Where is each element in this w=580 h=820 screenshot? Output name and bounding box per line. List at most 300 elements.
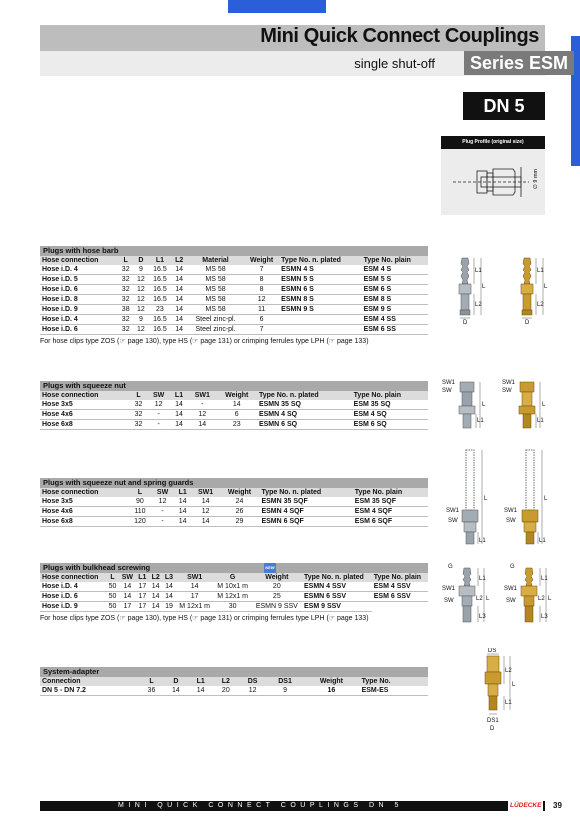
col-header: L1: [188, 677, 213, 686]
col-header: SW1: [192, 488, 220, 497]
table-cell: 16.5: [149, 265, 172, 275]
col-header: Type No. plain: [372, 573, 428, 582]
table-cell: Hose i.D. 4: [40, 582, 106, 592]
table-cell: 9: [133, 265, 148, 275]
table-cell: ESMN 4 SSV: [302, 582, 372, 592]
table-cell: 16.5: [149, 285, 172, 295]
table-cell: 25: [252, 592, 302, 602]
table-cell: ESM 6 SQF: [353, 517, 428, 527]
table-cell: ESM 4 SQF: [353, 507, 428, 517]
table-cell: Hose i.D. 6: [40, 592, 106, 602]
table-cell: Hose i.D. 4: [40, 315, 118, 325]
table-cell: 14: [188, 420, 216, 430]
table-cell: ESMN 9 S: [279, 305, 361, 315]
table-row: [40, 285, 428, 295]
spec-table: [40, 391, 428, 430]
col-header: Hose connection: [40, 391, 130, 400]
dim-label: L: [482, 402, 486, 408]
table-cell: 14: [174, 497, 192, 507]
dim-label: L: [542, 402, 546, 408]
dim-label: SW: [442, 388, 452, 394]
dim-label: SW1: [442, 586, 456, 592]
table-row: [40, 517, 428, 527]
table-cell: 14: [162, 592, 175, 602]
table-note: For hose clips type ZOS (☞ page 130), type HS (☞ page 131) or crimping ferrules type LPH (☞ page 133): [40, 338, 369, 345]
table-cell: ESMN 4 S: [279, 265, 361, 275]
table-cell: 14: [164, 686, 188, 696]
table-row: [40, 592, 428, 602]
table-cell: ESM 6 SQ: [352, 420, 428, 430]
col-header: Weight: [217, 391, 257, 400]
col-header: Weight: [220, 488, 260, 497]
col-header: L3: [162, 573, 175, 582]
table-cell: ESM-ES: [360, 686, 428, 696]
table-cell: 8: [244, 285, 279, 295]
dim-label: DS1: [487, 718, 499, 724]
dim-label: L: [544, 284, 548, 290]
table-cell: ESM 4 SQ: [352, 410, 428, 420]
table-cell: 14: [171, 265, 187, 275]
table-title-text: Plugs with bulkhead screwing: [43, 563, 151, 572]
table-spring-guards: [40, 478, 428, 527]
table-cell: 110: [128, 507, 151, 517]
col-header: Type No. n. plated: [302, 573, 372, 582]
col-header: Type No. n. plated: [257, 391, 352, 400]
dim-label: L1: [541, 576, 548, 582]
table-row: [40, 602, 428, 612]
table-cell: 12: [238, 686, 266, 696]
col-header: Type No. plain: [362, 256, 428, 265]
col-header: SW1: [176, 573, 214, 582]
table-cell: 14: [149, 582, 162, 592]
table-cell: 36: [139, 686, 163, 696]
table-cell: ESM 6 S: [362, 285, 428, 295]
table-cell: Hose i.D. 9: [40, 305, 118, 315]
dim-label: L1: [477, 418, 484, 424]
page-title: Mini Quick Connect Couplings: [260, 25, 539, 47]
col-header: SW: [119, 573, 136, 582]
dim-label: L: [482, 284, 486, 290]
dim-label: L1: [475, 268, 482, 274]
table-cell: ESMN 5 S: [279, 275, 361, 285]
table-cell: 14: [170, 410, 188, 420]
table-row: [40, 507, 428, 517]
table-cell: Hose 6x8: [40, 420, 130, 430]
table-cell: ESMN 35 SQF: [259, 497, 352, 507]
table-cell: 29: [220, 517, 260, 527]
dim-label: L2: [475, 302, 482, 308]
table-cell: -: [151, 517, 173, 527]
table-row: [40, 265, 428, 275]
table-row: [40, 305, 428, 315]
table-cell: 50: [106, 602, 119, 612]
table-cell: 32: [118, 315, 133, 325]
table-row: [40, 582, 428, 592]
table-cell: 6: [244, 315, 279, 325]
spec-table: [40, 677, 428, 696]
col-header: L: [130, 391, 148, 400]
dim-label: D: [490, 726, 495, 732]
table-row: [40, 400, 428, 410]
table-title: Plugs with hose barb: [40, 246, 428, 256]
table-cell: ESMN 4 SQ: [257, 410, 352, 420]
col-header: Weight: [303, 677, 359, 686]
table-cell: 32: [130, 410, 148, 420]
dim-label: G: [510, 564, 515, 570]
table-cell: 16.5: [149, 315, 172, 325]
table-cell: 32: [118, 295, 133, 305]
table-cell: 14: [171, 275, 187, 285]
col-header: L1: [170, 391, 188, 400]
table-cell: 14: [170, 400, 188, 410]
table-cell: 19: [162, 602, 175, 612]
table-cell: Steel zinc-pl.: [187, 325, 244, 335]
series-label: Series ESM: [464, 51, 574, 75]
table-cell: 14: [192, 517, 220, 527]
table-row: [40, 295, 428, 305]
table-cell: 14: [174, 507, 192, 517]
table-cell: MS 58: [187, 285, 244, 295]
dim-label: L1: [479, 576, 486, 582]
table-cell: 14: [119, 582, 136, 592]
col-header: D: [133, 256, 148, 265]
table-row: [40, 275, 428, 285]
table-cell: 50: [106, 592, 119, 602]
dim-label: L: [484, 496, 488, 502]
table-cell: 32: [130, 400, 148, 410]
table-cell: 6: [217, 410, 257, 420]
page-number: 39: [553, 801, 562, 810]
squeeze-nut-illustrations: [440, 376, 550, 436]
table-cell: Hose i.D. 6: [40, 325, 118, 335]
table-cell: 17: [136, 602, 149, 612]
col-header: L: [139, 677, 163, 686]
table-cell: ESMN 6 SQF: [259, 517, 352, 527]
col-header: Material: [187, 256, 244, 265]
table-cell: 12: [133, 295, 148, 305]
table-cell: 90: [128, 497, 151, 507]
table-cell: ESMN 6 S: [279, 285, 361, 295]
table-cell: MS 58: [187, 305, 244, 315]
brass-adapter: [485, 656, 501, 710]
table-cell: DN 5 - DN 7.2: [40, 686, 139, 696]
table-row: [40, 686, 428, 696]
table-cell: 12: [133, 285, 148, 295]
col-header: DS: [238, 677, 266, 686]
table-cell: 16.5: [149, 325, 172, 335]
table-cell: 17: [176, 592, 214, 602]
table-cell: 14: [149, 592, 162, 602]
title-band: [40, 25, 545, 51]
table-cell: ESMN 4 SQF: [259, 507, 352, 517]
nickel-squeeze-plug: [459, 382, 475, 428]
dim-label: L1: [505, 700, 512, 706]
table-cell: 20: [252, 582, 302, 592]
table-cell: 38: [118, 305, 133, 315]
table-cell: [279, 325, 361, 335]
spec-table: [40, 488, 428, 527]
table-cell: Hose i.D. 6: [40, 285, 118, 295]
dim-label: L1: [479, 538, 486, 544]
table-cell: 14: [188, 686, 213, 696]
new-badge: NEW: [264, 563, 275, 573]
table-row: [40, 410, 428, 420]
table-cell: ESMN 8 S: [279, 295, 361, 305]
table-cell: 23: [149, 305, 172, 315]
table-cell: 9: [133, 315, 148, 325]
spec-table: [40, 256, 428, 335]
table-cell: 14: [174, 517, 192, 527]
col-header: SW1: [188, 391, 216, 400]
dim-label: L: [486, 596, 490, 602]
table-cell: M 12x1 m: [214, 592, 252, 602]
col-header: D: [164, 677, 188, 686]
col-header: Type No. plain: [353, 488, 428, 497]
table-cell: Hose 3x5: [40, 497, 128, 507]
table-bulkhead: [40, 563, 428, 622]
col-header: L2: [149, 573, 162, 582]
col-header: L: [106, 573, 119, 582]
brand-logo: LÜDECKE: [510, 802, 542, 809]
dim-label: SW: [506, 598, 516, 604]
table-cell: 14: [171, 305, 187, 315]
table-cell: 7: [244, 325, 279, 335]
table-cell: 50: [106, 582, 119, 592]
table-row: [40, 325, 428, 335]
dim-label: L2: [537, 302, 544, 308]
table-cell: Hose i.D. 8: [40, 295, 118, 305]
table-cell: Hose i.D. 4: [40, 265, 118, 275]
col-header: Type No. n. plated: [259, 488, 352, 497]
table-cell: ESM 9 SSV: [302, 602, 372, 612]
table-cell: Steel zinc-pl.: [187, 315, 244, 325]
col-header: L: [118, 256, 133, 265]
table-cell: M 12x1 m: [176, 602, 214, 612]
brass-squeeze-plug: [519, 382, 535, 428]
dim-label: SW: [502, 388, 512, 394]
table-cell: 24: [220, 497, 260, 507]
spec-table: [40, 573, 428, 612]
col-header: L1: [149, 256, 172, 265]
table-row: [40, 497, 428, 507]
table-hose-barb: [40, 246, 428, 345]
table-cell: 9: [267, 686, 303, 696]
table-cell: 16: [303, 686, 359, 696]
dim-label: SW: [448, 518, 458, 524]
table-title: Plugs with squeeze nut and spring guards: [40, 478, 428, 488]
table-cell: 12: [147, 400, 170, 410]
table-cell: -: [147, 410, 170, 420]
table-cell: 23: [217, 420, 257, 430]
table-cell: 14: [171, 285, 187, 295]
table-cell: ESM 6 SSV: [372, 592, 428, 602]
table-cell: ESMN 9 SSV: [252, 602, 302, 612]
table-cell: 12: [244, 295, 279, 305]
table-cell: Hose 4x6: [40, 410, 130, 420]
table-cell: 32: [118, 275, 133, 285]
table-title: [40, 563, 428, 573]
table-cell: 17: [119, 602, 136, 612]
table-cell: 16.5: [149, 275, 172, 285]
table-cell: 14: [217, 400, 257, 410]
table-cell: 14: [162, 582, 175, 592]
spring-guard-illustrations: [440, 446, 550, 550]
table-cell: 12: [133, 325, 148, 335]
dim-label: L3: [479, 614, 486, 620]
col-header: DS1: [267, 677, 303, 686]
table-cell: MS 58: [187, 275, 244, 285]
dim-label: G: [448, 564, 453, 570]
table-cell: 17: [136, 592, 149, 602]
col-header: L: [128, 488, 151, 497]
dn-badge: DN 5: [463, 92, 545, 120]
dim-label: L: [544, 496, 548, 502]
dim-label: D: [463, 320, 468, 324]
dim-label: SW1: [446, 508, 460, 514]
table-cell: 120: [128, 517, 151, 527]
table-cell: ESMN 6 SSV: [302, 592, 372, 602]
table-cell: Hose i.D. 5: [40, 275, 118, 285]
table-cell: 8: [244, 275, 279, 285]
table-title: Plugs with squeeze nut: [40, 381, 428, 391]
table-cell: 32: [118, 265, 133, 275]
profile-header: Plug Profile (original size): [441, 136, 545, 149]
table-cell: 12: [188, 410, 216, 420]
top-color-tab: [228, 0, 326, 13]
table-title: System-adapter: [40, 667, 428, 677]
table-cell: -: [188, 400, 216, 410]
col-header: Type No. plain: [352, 391, 428, 400]
dim-label: L1: [539, 538, 546, 544]
dim-label: SW1: [502, 380, 516, 386]
table-cell: 32: [130, 420, 148, 430]
col-header: L1: [174, 488, 192, 497]
nickel-spring-plug: [462, 450, 478, 544]
table-cell: Hose 4x6: [40, 507, 128, 517]
table-cell: 32: [118, 325, 133, 335]
hose-barb-drawing: [448, 254, 558, 324]
col-header: Weight: [252, 573, 302, 582]
dim-label: L2: [476, 596, 483, 602]
table-squeeze-nut: [40, 381, 428, 430]
table-cell: [279, 315, 361, 325]
bulkhead-illustrations: [440, 560, 560, 630]
squeeze-nut-drawing: [440, 376, 550, 436]
table-cell: -: [151, 507, 173, 517]
table-cell: ESMN 35 SQ: [257, 400, 352, 410]
dim-label: L1: [537, 418, 544, 424]
bulkhead-drawing: [440, 560, 560, 630]
dim-label: L1: [537, 268, 544, 274]
table-cell: ESM 4 S: [362, 265, 428, 275]
col-header: Hose connection: [40, 256, 118, 265]
table-cell: 16.5: [149, 295, 172, 305]
dim-label: SW: [506, 518, 516, 524]
table-cell: 14: [171, 295, 187, 305]
system-adapter-drawing: [470, 648, 530, 736]
table-cell: 26: [220, 507, 260, 517]
col-header: SW: [147, 391, 170, 400]
table-cell: 12: [192, 507, 220, 517]
col-header: Hose connection: [40, 573, 106, 582]
table-cell: 14: [119, 592, 136, 602]
table-cell: 12: [133, 275, 148, 285]
dim-label: L2: [505, 668, 512, 674]
dim-label: SW1: [442, 380, 456, 386]
col-header: Weight: [244, 256, 279, 265]
col-header: SW: [151, 488, 173, 497]
table-cell: 20: [213, 686, 238, 696]
table-system-adapter: [40, 667, 428, 696]
table-cell: 7: [244, 265, 279, 275]
dim-label: L3: [541, 614, 548, 620]
table-cell: ESM 9 S: [362, 305, 428, 315]
table-cell: M 10x1 m: [214, 582, 252, 592]
table-cell: 14: [176, 582, 214, 592]
table-cell: 14: [192, 497, 220, 507]
footer-text: MINI QUICK CONNECT COUPLINGS DN 5: [118, 802, 403, 809]
table-cell: -: [147, 420, 170, 430]
col-header: G: [214, 573, 252, 582]
profile-dimension: ∅ 9 mm: [533, 168, 539, 189]
table-cell: ESM 4 SSV: [372, 582, 428, 592]
table-cell: 30: [214, 602, 252, 612]
dim-label: L2: [538, 596, 545, 602]
spring-guard-drawing: [440, 446, 550, 550]
table-cell: 14: [170, 420, 188, 430]
dim-label: L: [548, 596, 552, 602]
table-cell: 32: [118, 285, 133, 295]
brass-bulkhead-plug: [521, 568, 537, 622]
table-cell: ESM 6 SS: [362, 325, 428, 335]
table-cell: Hose 3x5: [40, 400, 130, 410]
table-cell: 11: [244, 305, 279, 315]
dim-label: SW: [444, 598, 454, 604]
table-cell: Hose i.D. 9: [40, 602, 106, 612]
table-cell: 14: [171, 325, 187, 335]
table-cell: ESM 35 SQ: [352, 400, 428, 410]
col-header: Type No. n. plated: [279, 256, 361, 265]
dim-label: SW1: [504, 508, 518, 514]
table-cell: Hose 6x8: [40, 517, 128, 527]
table-cell: 12: [133, 305, 148, 315]
dim-label: DS: [488, 648, 497, 654]
col-header: Connection: [40, 677, 139, 686]
table-cell: 14: [149, 602, 162, 612]
table-cell: MS 58: [187, 265, 244, 275]
table-cell: ESM 8 S: [362, 295, 428, 305]
table-cell: 12: [151, 497, 173, 507]
dim-label: D: [525, 320, 530, 324]
plug-profile: [441, 149, 545, 215]
plug-profile-drawing: [441, 149, 545, 215]
dim-label: SW1: [504, 586, 518, 592]
table-cell: MS 58: [187, 295, 244, 305]
table-cell: 14: [171, 315, 187, 325]
table-cell: 17: [136, 582, 149, 592]
table-cell: ESM 35 SQF: [353, 497, 428, 507]
col-header: L2: [213, 677, 238, 686]
table-cell: ESMN 6 SQ: [257, 420, 352, 430]
col-header: L2: [171, 256, 187, 265]
page-subtitle: single shut-off: [354, 56, 435, 71]
col-header: Type No.: [360, 677, 428, 686]
table-cell: ESM 4 SS: [362, 315, 428, 325]
system-adapter-illustration: [470, 648, 530, 736]
dim-label: L: [512, 682, 516, 688]
col-header: Hose connection: [40, 488, 128, 497]
brass-spring-plug: [522, 450, 538, 544]
